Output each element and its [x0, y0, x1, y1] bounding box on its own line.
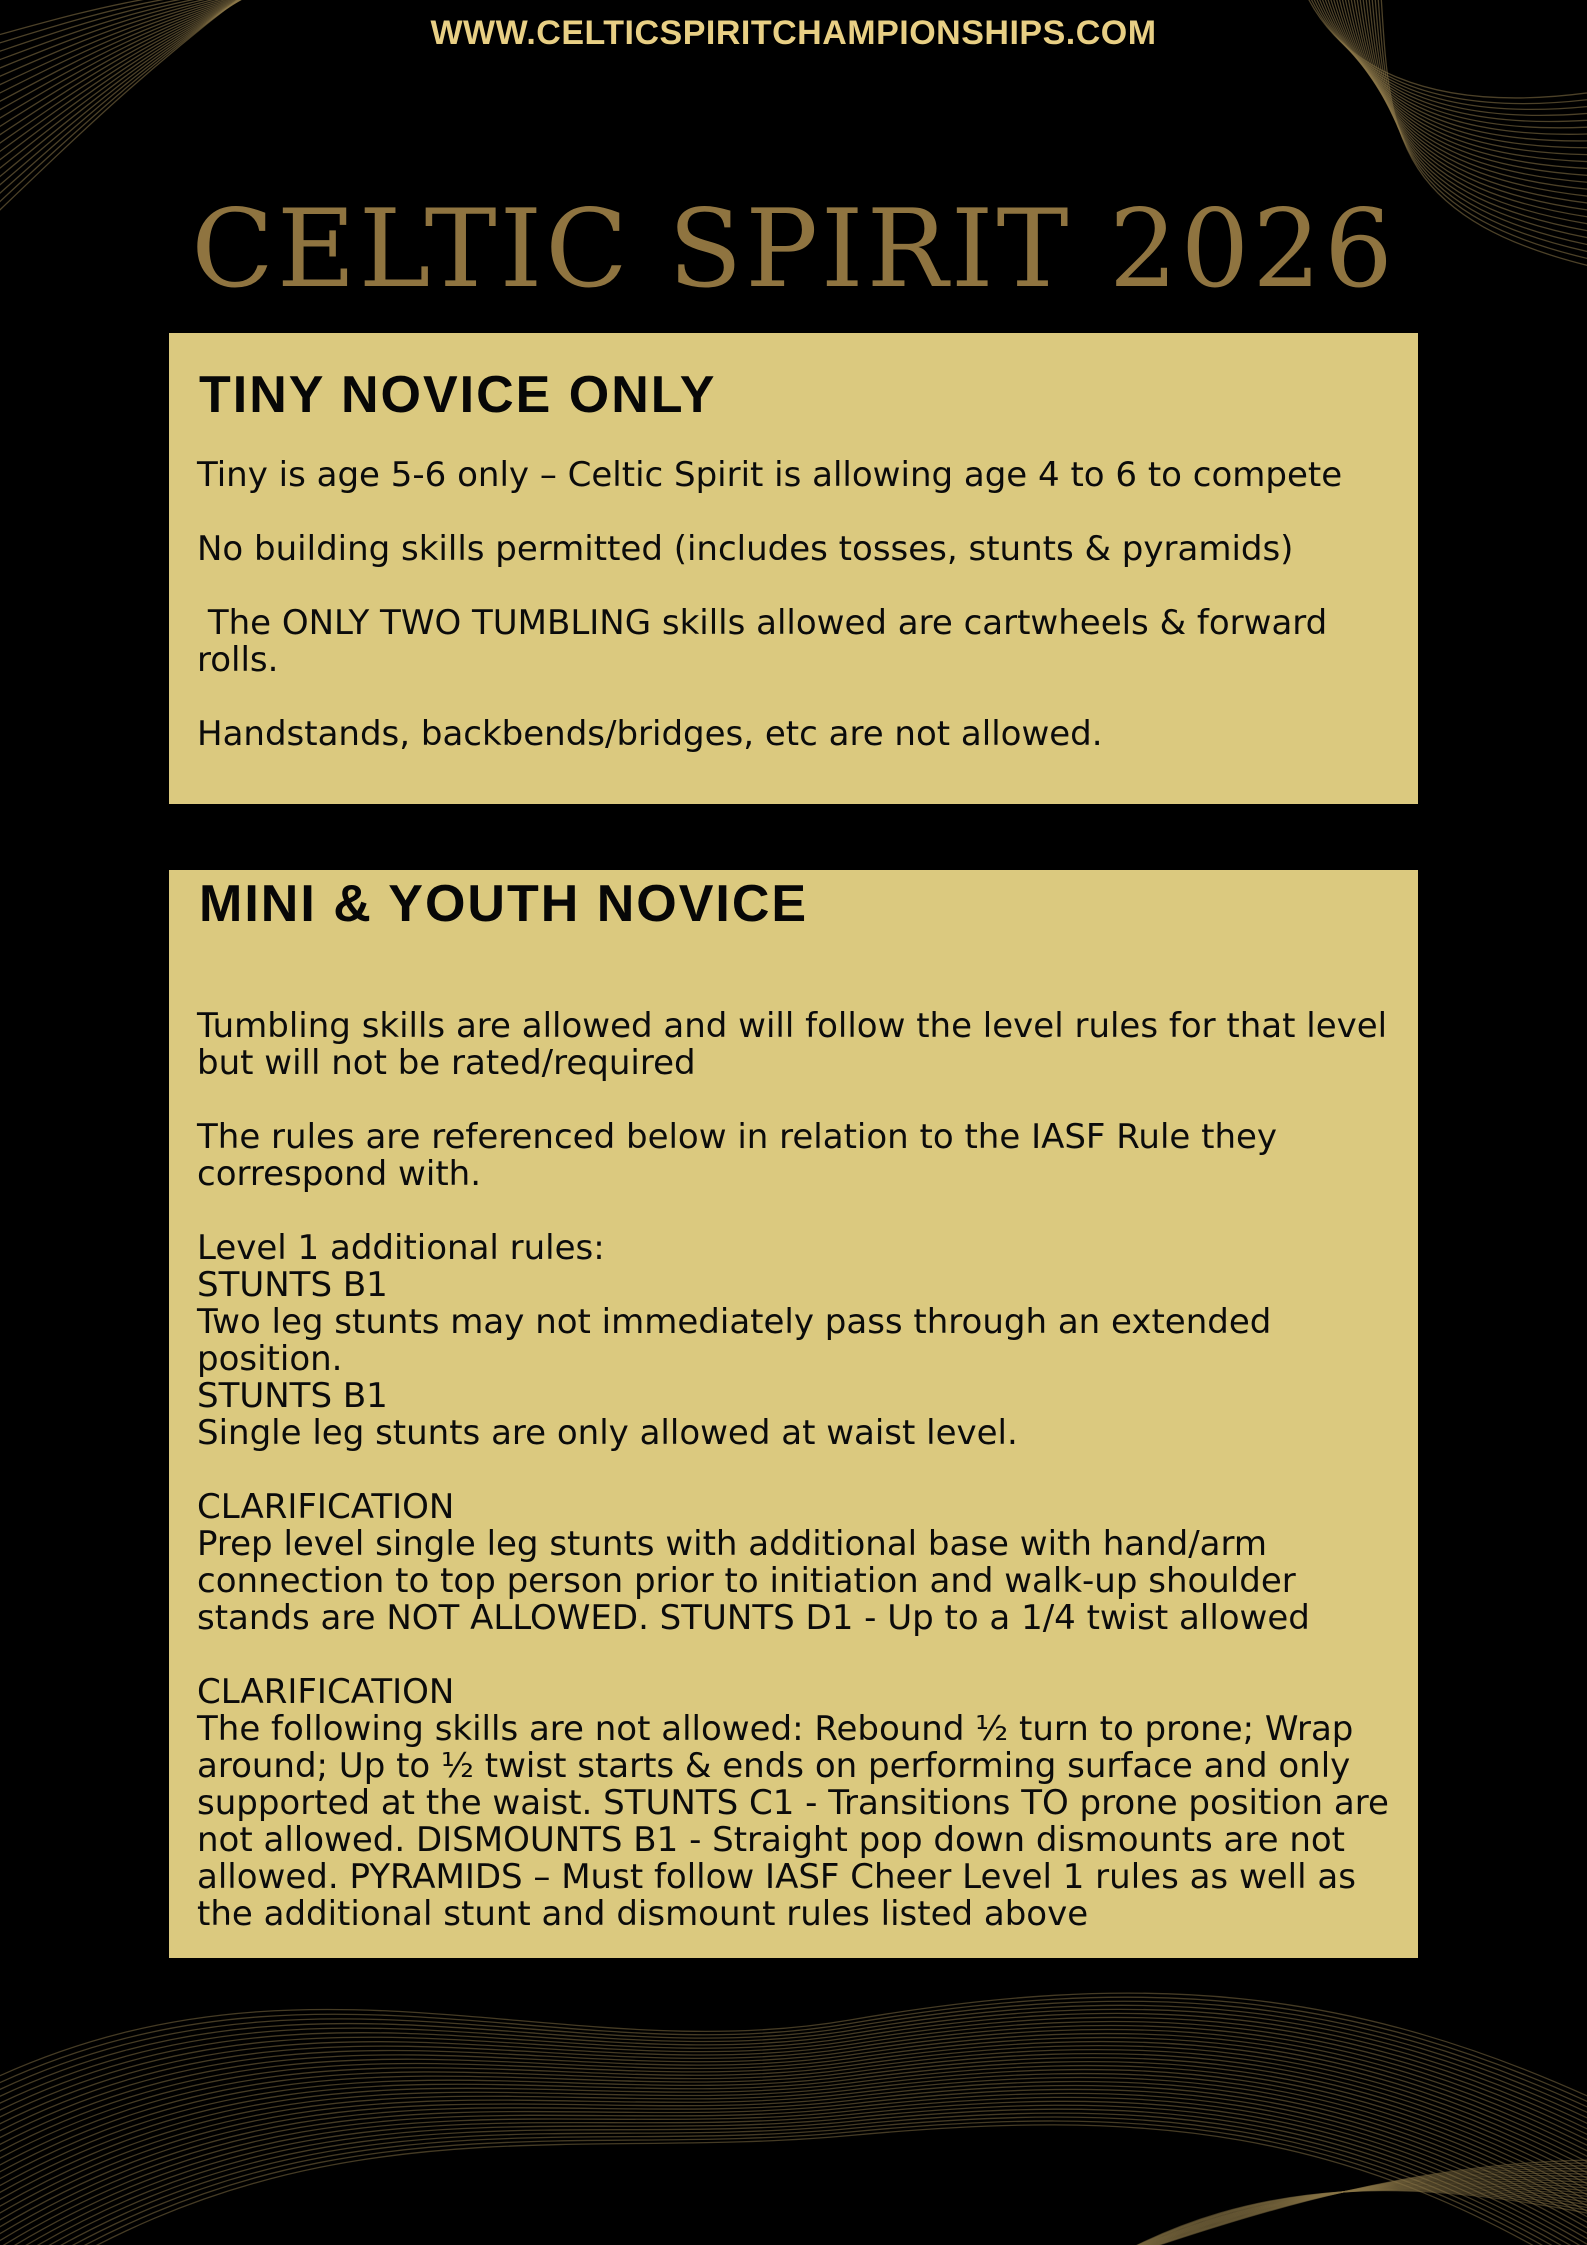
- wave-line: [0, 2117, 1587, 2245]
- tiny-novice-heading: TINY NOVICE ONLY: [199, 366, 717, 424]
- mini-youth-rule: CLARIFICATION The following skills are not allowed: Rebound ½ turn to prone; Wrap around; Up to ½ twist starts & ends on performing surface and only supported at the waist. STUNTS C1 - Transitions TO prone position are not allowed. DISMOUNTS B1 - Straight pop down dismounts are not allowed. PYRAMIDS – Must follow IASF Cheer Level 1 rules as well as the additional stunt and dismount rules listed above: [197, 1672, 1389, 1934]
- tiny-novice-rule: Handstands, backbends/bridges, etc are not allowed.: [197, 714, 1103, 754]
- tiny-novice-panel: [169, 333, 1418, 804]
- wave-line: [0, 2093, 1587, 2245]
- wave-line: [0, 2074, 1587, 2225]
- wave-line: [1100, 2163, 1587, 2245]
- wave-line: [0, 2017, 1587, 2138]
- tiny-novice-rule: No building skills permitted (includes tosses, stunts & pyramids): [197, 529, 1294, 569]
- mini-youth-novice-panel: [169, 870, 1418, 1958]
- wave-line: [0, 2054, 1587, 2190]
- wave-line: [1100, 2166, 1587, 2245]
- wave-line: [0, 2058, 1587, 2197]
- wave-line: [1100, 2176, 1587, 2245]
- wave-line: [0, 2062, 1587, 2204]
- wave-line: [1100, 2183, 1587, 2245]
- wave-line: [0, 2030, 1587, 2156]
- wave-line: [1100, 2188, 1587, 2245]
- wave-line: [0, 2070, 1587, 2218]
- wave-line: [1100, 2184, 1587, 2245]
- mini-youth-rule: CLARIFICATION Prep level single leg stunts with additional base with hand/arm connection to top person prior to initiation and walk-up shoulder stands are NOT ALLOWED. STUNTS D1 - Up to a 1/4 twist allowed: [197, 1487, 1310, 1638]
- wave-line: [0, 2078, 1587, 2232]
- wave-line: [0, 2005, 1587, 2122]
- wave-line: [1100, 2190, 1587, 2245]
- wave-line: [1100, 2186, 1587, 2245]
- wave-line: [0, 2025, 1587, 2149]
- wave-line: [0, 1997, 1587, 2110]
- wave-line: [1100, 2168, 1587, 2245]
- wave-line: [1100, 2185, 1587, 2245]
- wave-line: [0, 2109, 1587, 2245]
- wave-line: [0, 2089, 1587, 2245]
- wave-line: [1100, 2189, 1587, 2245]
- wave-line: [0, 2013, 1587, 2133]
- wave-line: [1100, 2179, 1587, 2245]
- wave-line: [0, 2034, 1587, 2161]
- mini-youth-rule: The rules are referenced below in relation to the IASF Rule they correspond with.: [197, 1117, 1288, 1194]
- wave-line: [1100, 2160, 1587, 2245]
- wave-line: [1100, 2181, 1587, 2245]
- wave-line: [0, 1993, 1587, 2105]
- page-title: CELTIC SPIRIT 2026: [191, 187, 1396, 312]
- wave-line: [0, 2042, 1587, 2173]
- wave-line: [0, 2001, 1587, 2116]
- wave-line: [0, 2113, 1587, 2245]
- wave-line: [0, 2097, 1587, 2245]
- wave-line: [0, 2125, 1587, 2245]
- wave-line: [0, 2050, 1587, 2184]
- wave-line: [1100, 2173, 1587, 2245]
- wave-line: [1100, 2190, 1587, 2245]
- tiny-novice-rule: The ONLY TWO TUMBLING skills allowed are cartwheels & forward rolls.: [197, 603, 1339, 680]
- wave-line: [0, 2021, 1587, 2144]
- wave-line: [0, 2101, 1587, 2245]
- wave-line: [1100, 2191, 1587, 2245]
- mini-youth-rule: Tumbling skills are allowed and will follow the level rules for that level but will not be rated/required: [197, 1006, 1398, 1083]
- wave-line: [1100, 2178, 1587, 2245]
- website-url[interactable]: WWW.CELTICSPIRITCHAMPIONSHIPS.COM: [430, 14, 1157, 52]
- wave-line: [0, 2038, 1587, 2167]
- mini-youth-novice-heading: MINI & YOUTH NOVICE: [199, 875, 809, 933]
- wave-line: [0, 2121, 1587, 2245]
- tiny-novice-rule: Tiny is age 5-6 only – Celtic Spirit is allowing age 4 to 6 to compete: [197, 455, 1343, 495]
- wave-line: [0, 2081, 1587, 2239]
- wave-line: [0, 2009, 1587, 2127]
- wave-line: [0, 2046, 1587, 2178]
- wave-line: [0, 2085, 1587, 2245]
- wave-line: [1100, 2171, 1587, 2245]
- wave-line: [0, 2105, 1587, 2245]
- mini-youth-rule: Level 1 additional rules: STUNTS B1 Two leg stunts may not immediately pass through an extended position. STUNTS B1 Single leg stunts are only allowed at waist level.: [197, 1228, 1272, 1453]
- wave-line: [1100, 2187, 1587, 2245]
- wave-line: [0, 2066, 1587, 2211]
